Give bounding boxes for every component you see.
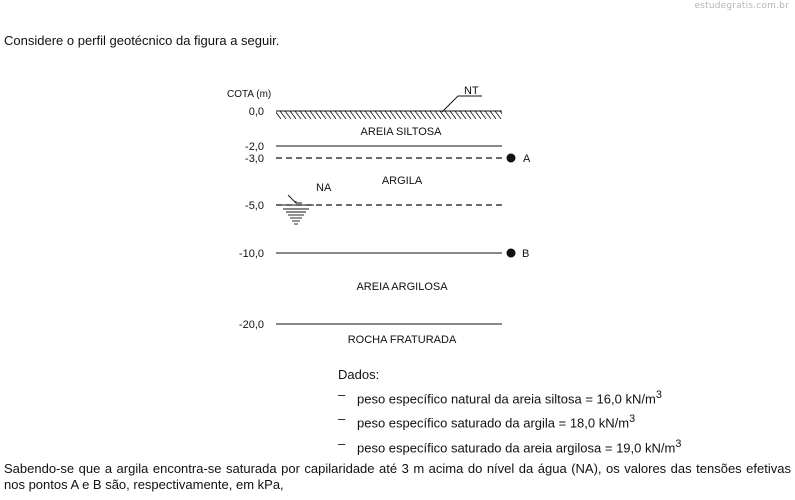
data-item-areia-siltosa <box>338 385 681 409</box>
point-b-label: B <box>522 248 530 260</box>
data-item-dash: – <box>338 387 346 402</box>
data-item-dash: – <box>338 435 346 451</box>
elevation-label-2: -3,0 <box>245 153 264 165</box>
axis-title: COTA (m) <box>227 89 272 100</box>
data-list <box>338 365 681 458</box>
data-item-argila <box>338 409 681 433</box>
layer-label-areia-argilosa: AREIA ARGILOSA <box>356 281 448 293</box>
point-a-label: A <box>523 153 531 165</box>
data-item-exponent: 3 <box>655 389 662 401</box>
point-a-marker <box>507 154 516 163</box>
data-item-text: peso específico saturado da argila = 18,0 kN/m <box>357 415 630 431</box>
nt-leader-line <box>442 96 482 112</box>
nt-label: NT <box>464 85 479 97</box>
point-b-marker <box>507 249 516 258</box>
ground-hatch <box>270 111 511 119</box>
watermark: estudegratis.com.br <box>694 1 789 11</box>
na-label: NA <box>316 182 332 194</box>
layer-label-argila: ARGILA <box>381 175 423 187</box>
layer-label-areia-siltosa: AREIA SILTOSA <box>360 126 442 138</box>
data-item-areia-argilosa <box>338 434 681 458</box>
question-text: Sabendo-se que a argila encontra-se saturada por capilaridade até 3 m acima do nível da água (NA), os valores das tensões efetivas nos pontos A e B são, respectivamente, em kPa, <box>4 461 791 492</box>
data-item-text: peso específico saturado da areia argilosa = 19,0 kN/m <box>357 439 676 455</box>
data-item-exponent: 3 <box>675 437 682 450</box>
layer-label-rocha-fraturada: ROCHA FRATURADA <box>347 334 457 346</box>
elevation-label-0: 0,0 <box>248 106 264 118</box>
elevation-label-5: -20,0 <box>238 319 264 331</box>
intro-text: Considere o perfil geotécnico da figura a seguir. <box>4 33 280 48</box>
data-list-title: Dados: <box>338 367 380 382</box>
data-item-text: peso específico natural da areia siltosa = 16,0 kN/m <box>357 391 656 407</box>
elevation-label-4: -10,0 <box>238 248 264 260</box>
data-item-exponent: 3 <box>629 413 636 426</box>
water-table-symbol <box>278 195 314 224</box>
elevation-label-1: -2,0 <box>245 141 264 153</box>
elevation-label-3: -5,0 <box>245 200 264 212</box>
data-item-dash: – <box>338 411 346 427</box>
